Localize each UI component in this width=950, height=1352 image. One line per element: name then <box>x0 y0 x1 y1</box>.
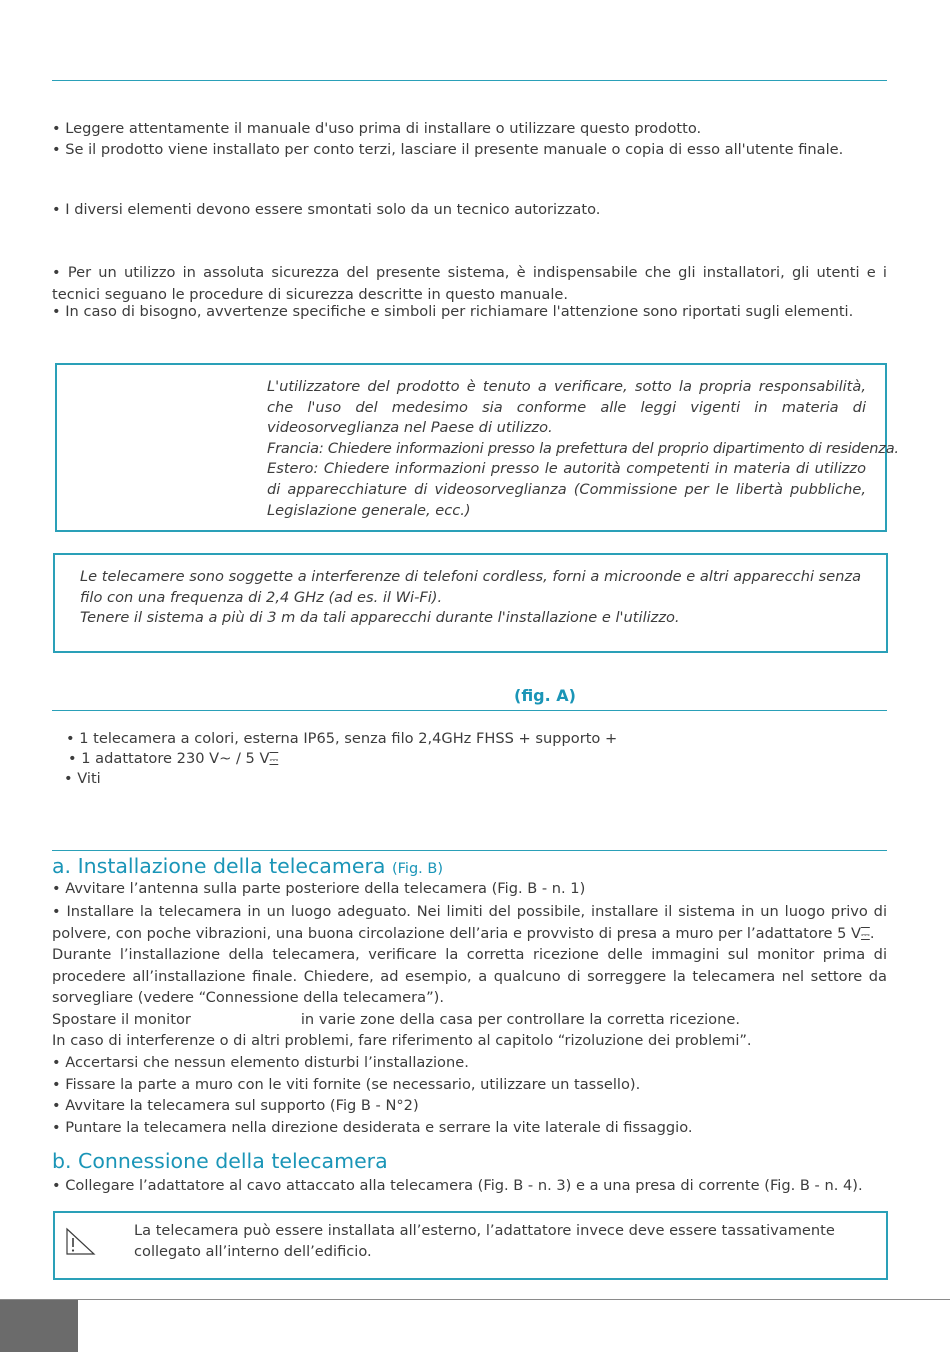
warning-line-2: collegato all’interno dell’edificio. <box>134 1242 372 1260</box>
page-number-tab <box>0 1300 78 1352</box>
warning-text <box>134 1221 835 1262</box>
interference-text <box>80 567 870 629</box>
contents-item-adapter: • 1 adattatore 230 V~ / 5 V⎓ <box>68 750 279 767</box>
section-b-title: b. Connessione della telecamera <box>52 1149 388 1173</box>
legal-notice-box <box>55 363 899 532</box>
section-a-divider <box>52 850 887 851</box>
legal-paragraph-france: Francia: Chiedere informazioni presso la prefettura del proprio dipartimento di residenza. <box>267 439 899 457</box>
step-fix-wall: • Fissare la parte a muro con le viti fornite (se necessario, utilizzare un tassello). <box>52 1076 641 1093</box>
troubleshooting-line: In caso di interferenze o di altri problemi, fare riferimento al capitolo “rizoluzione dei problemi”. <box>52 1032 752 1049</box>
legal-paragraph-user: L'utilizzatore del prodotto è tenuto a verificare, sotto la propria responsabilità, che l'uso del medesimo sia conforme alle leggi vigenti in materia di videosorveglianza nel Paese di utilizzo. <box>267 378 866 437</box>
section-a-fig-ref: (Fig. B) <box>391 861 443 877</box>
legal-paragraph-abroad: Estero: Chiedere informazioni presso le autorità competenti in materia di utilizzo di apparecchiature di videosorveglianza (Commissione per le libertà pubbliche, Legislazione generale, ecc.) <box>267 460 866 519</box>
reception-check-paragraph: Durante l’installazione della telecamera, verificare la corretta ricezione delle immagini sul monitor prima di procedere all’installazione finale. Chiedere, ad esempio, a qualcuno di sorreggere la telecamera nel settore da sorvegliare (vedere “Connessione della telecamera”). <box>52 946 887 1007</box>
step-screw-camera: • Avvitare la telecamera sul supporto (Fig B - N°2) <box>52 1097 419 1114</box>
warning-triangle-icon <box>63 1227 97 1257</box>
safety-bullet-read-manual: • Leggere attentamente il manuale d'uso prima di installare o utilizzare questo prodotto. <box>52 120 702 137</box>
step-antenna: • Avvitare l’antenna sulla parte posteriore della telecamera (Fig. B - n. 1) <box>52 880 586 897</box>
interference-paragraph-distance: Tenere il sistema a più di 3 m da tali apparecchi durante l'installazione e l'utilizzo. <box>80 609 680 626</box>
fig-a-label: (fig. A) <box>514 686 576 705</box>
step-aim-camera: • Puntare la telecamera nella direzione desiderata e serrare la vite laterale di fissaggio. <box>52 1119 693 1136</box>
interference-paragraph-sources: Le telecamere sono soggette a interferenze di telefoni cordless, forni a microonde e altri apparecchi senza filo con una frequenza di 2,4 GHz (ad es. il Wi-Fi). <box>80 568 862 606</box>
dc-symbol-icon: ⎓ <box>269 753 279 766</box>
warning-box <box>53 1211 888 1280</box>
monitor-move-line: Spostare il monitor in varie zone della casa per controllare la corretta ricezione. <box>52 1011 740 1028</box>
interference-box <box>53 553 888 653</box>
top-divider <box>52 80 887 81</box>
contents-divider <box>52 710 887 711</box>
safety-bullet-symbols: • In caso di bisogno, avvertenze specifiche e simboli per richiamare l'attenzione sono riportati sugli elementi. <box>52 303 854 320</box>
legal-notice-text <box>267 377 899 521</box>
safety-bullet-technician: • I diversi elementi devono essere smontati solo da un tecnico autorizzato. <box>52 201 601 218</box>
step-connect-adapter: • Collegare l’adattatore al cavo attaccato alla telecamera (Fig. B - n. 3) e a una presa di corrente (Fig. B - n. 4). <box>52 1177 863 1194</box>
contents-item-screws: • Viti <box>64 770 101 787</box>
warning-line-1: La telecamera può essere installata all’esterno, l’adattatore invece deve essere tassativamente <box>134 1222 835 1239</box>
dc-symbol-icon-2: ⎓ <box>861 927 870 941</box>
safety-bullet-procedures: • Per un utilizzo in assoluta sicurezza del presente sistema, è indispensabile che gli installatori, gli utenti e i tecnici seguano le procedure di sicurezza descritte in questo manuale. <box>52 264 887 303</box>
contents-item-camera: • 1 telecamera a colori, esterna IP65, senza filo 2,4GHz FHSS + supporto + <box>66 730 618 747</box>
section-a-title: a. Installazione della telecamera (Fig. B) <box>52 854 443 878</box>
footer-divider <box>0 1299 950 1300</box>
step-check-obstacles: • Accertarsi che nessun elemento disturbi l’installazione. <box>52 1054 469 1071</box>
safety-bullet-third-party: • Se il prodotto viene installato per conto terzi, lasciare il presente manuale o copia di esso all'utente finale. <box>52 141 844 158</box>
install-location-paragraph: • Installare la telecamera in un luogo adeguato. Nei limiti del possibile, installare il sistema in un luogo privo di polvere, con poche vibrazioni, una buona circolazione dell’aria e provvisto di presa a muro per l’adattatore 5 V⎓. <box>52 903 887 942</box>
